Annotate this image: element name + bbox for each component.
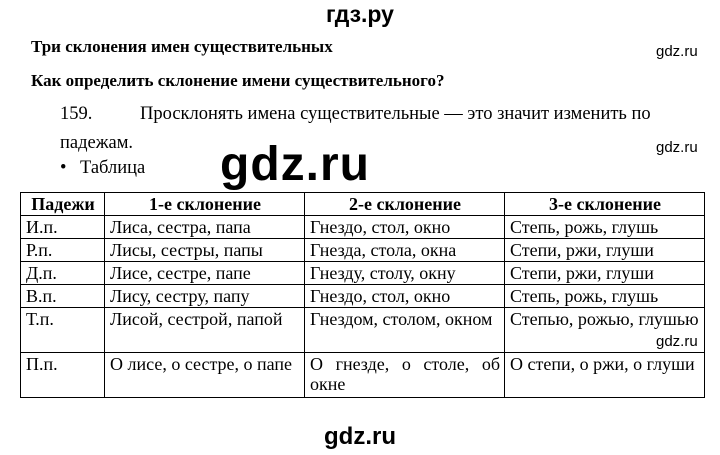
table-cell: Степью, рожью, глушью [505,308,705,353]
table-row [21,353,705,398]
case-cell: В.п. [21,285,105,308]
table-cell: Гнездо, стол, окно [305,216,505,239]
small-watermark: gdz.ru [656,139,698,156]
case-cell: П.п. [21,353,105,398]
bullet-icon: • [60,158,67,178]
small-watermark: gdz.ru [656,333,698,350]
table-cell: Лисы, сестры, папы [105,239,305,262]
table-cell: Лисе, сестре, папе [105,262,305,285]
table-cell: Степи, ржи, глуши [505,262,705,285]
table-cell: Гнезда, стола, окна [305,239,505,262]
bullet-text: Таблица [80,158,146,178]
exercise-text-line-1 [60,104,651,125]
exercise-text-line-2: падежам. [60,133,134,153]
big-watermark: gdz.ru [220,138,370,191]
table-cell: Лису, сестру, папу [105,285,305,308]
small-watermark: gdz.ru [656,43,698,60]
table-cell: Степь, рожь, глушь [505,285,705,308]
table-cell: Гнезду, столу, окну [305,262,505,285]
table-cell: Степь, рожь, глушь [505,216,705,239]
table-cell: О гнезде, о столе, об окне [305,353,505,398]
column-header: Падежи [21,193,105,216]
table-cell: О лисе, о сестре, о папе [105,353,305,398]
bottom-watermark: gdz.ru [324,423,396,450]
table-cell: Степи, ржи, глуши [505,239,705,262]
table-cell: Гнездом, столом, окном [305,308,505,353]
column-header: 1-е склонение [105,193,305,216]
declension-table [20,192,705,398]
table-cell: Лисой, сестрой, папой [105,308,305,353]
table-row [21,239,705,262]
table-header-row [21,193,705,216]
table-cell: Лиса, сестра, папа [105,216,305,239]
table-row [21,216,705,239]
exercise-text: Просклонять имена существительные — это значит изменить по [140,104,651,124]
case-cell: Р.п. [21,239,105,262]
question-heading: Как определить склонение имени существительного? [31,71,445,90]
column-header: 2-е склонение [305,193,505,216]
case-cell: И.п. [21,216,105,239]
table-row [21,262,705,285]
case-cell: Т.п. [21,308,105,353]
top-watermark: гдз.ру [326,1,394,27]
table-row [21,308,705,353]
bullet-item [60,158,145,179]
exercise-number: 159. [60,104,93,124]
table-row [21,285,705,308]
table-cell: Гнездо, стол, окно [305,285,505,308]
case-cell: Д.п. [21,262,105,285]
column-header: 3-е склонение [505,193,705,216]
section-heading: Три склонения имен существительных [31,37,333,56]
table-cell: О степи, о ржи, о глуши [505,353,705,398]
